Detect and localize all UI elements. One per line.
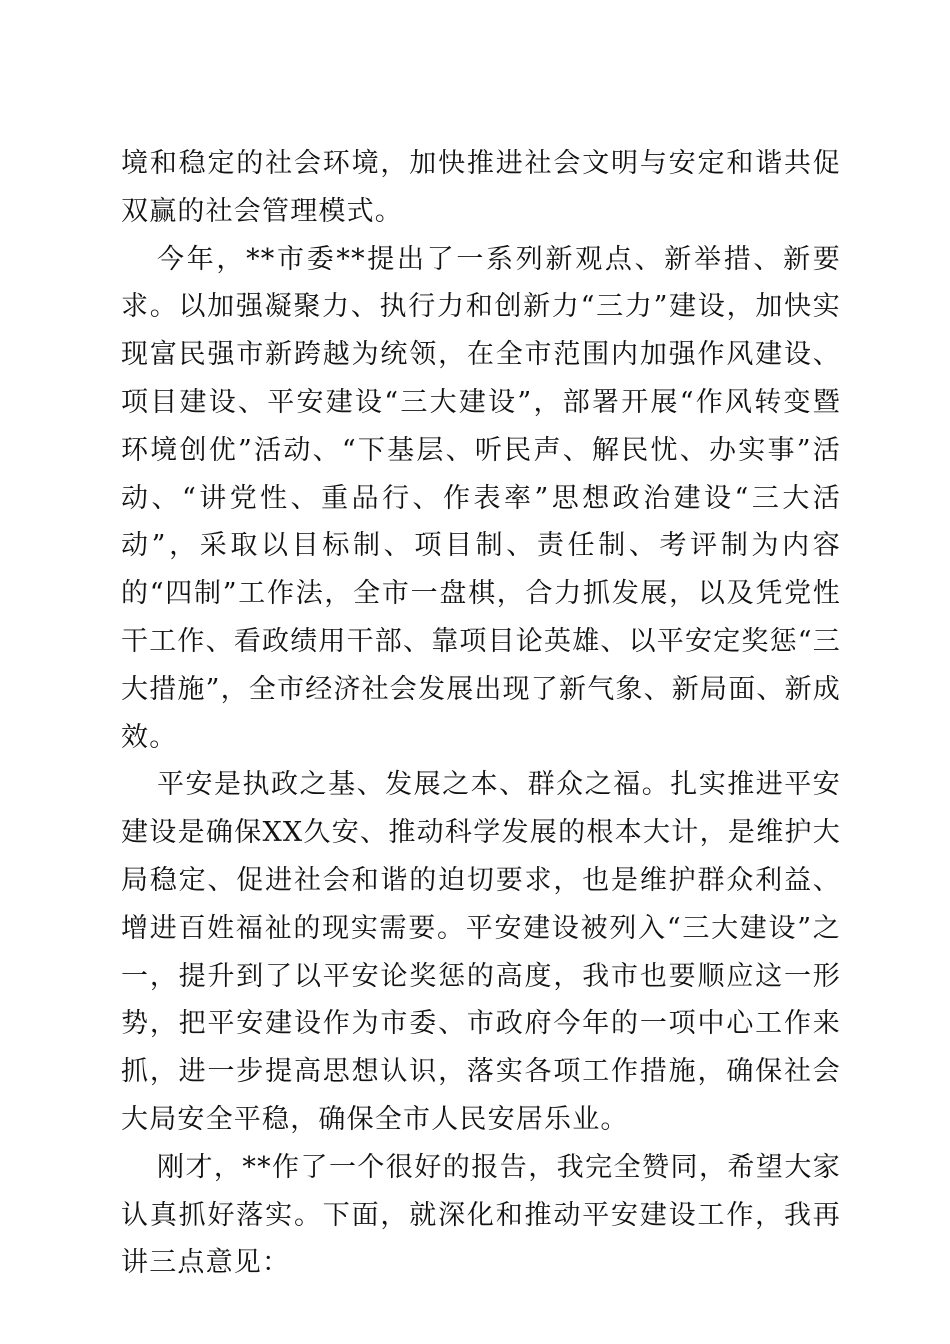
document-body bbox=[121, 140, 841, 1287]
paragraph-opinions-intro: 刚才，**作了一个很好的报告，我完全赞同，希望大家认真抓好落实。下面，就深化和推动平安建设工作，我再讲三点意见： bbox=[121, 1151, 841, 1279]
paragraph-city-initiatives: 今年，**市委**提出了一系列新观点、新举措、新要求。以加强凝聚力、执行力和创新力“三力”建设，加快实现富民强市新跨越为统领，在全市范围内加强作风建设、项目建设、平安建设“三大建设”，部署开展“作风转变暨环境创优”活动、“下基层、听民声、解民忧、办实事”活动、“讲党性、重品行、作表率”思想政治建设“三大活动”，采取以目标制、项目制、责任制、考评制为内容的“四制”工作法，全市一盘棋，合力抓发展，以及凭党性干工作、看政绩用干部、靠项目论英雄、以平安定奖惩“三大措施”，全市经济社会发展出现了新气象、新局面、新成效。 bbox=[121, 243, 842, 753]
paragraph-safety-importance: 平安是执政之基、发展之本、群众之福。扎实推进平安建设是确保XX久安、推动科学发展的根本大计，是维护大局稳定、促进社会和谐的迫切要求，也是维护群众利益、增进百姓福祉的现实需要。平安建设被列入“三大建设”之一，提升到了以平安论奖惩的高度，我市也要顺应这一形势，把平安建设作为市委、市政府今年的一项中心工作来抓，进一步提高思想认识，落实各项工作措施，确保社会大局安全平稳，确保全市人民安居乐业。 bbox=[121, 769, 841, 1135]
paragraph-continuation: 境和稳定的社会环境，加快推进社会文明与安定和谐共促双赢的社会管理模式。 bbox=[121, 148, 841, 227]
